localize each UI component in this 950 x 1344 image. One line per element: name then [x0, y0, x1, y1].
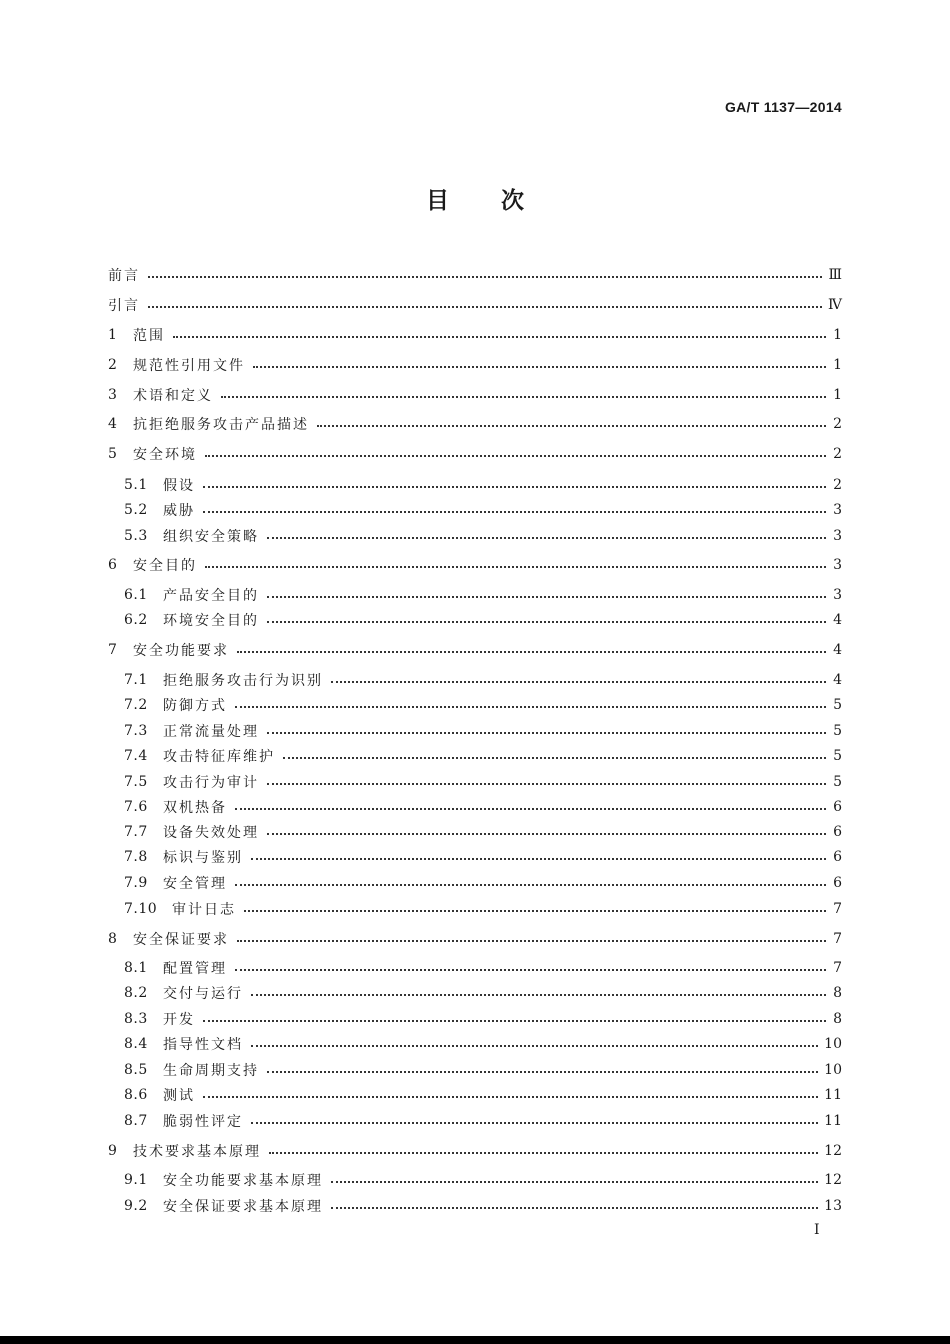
toc-entry-label: 产品安全目的 [163, 588, 259, 604]
toc-entry-page: 5 [833, 748, 842, 764]
toc-entry-page: 4 [833, 612, 842, 628]
toc-entry-page: 12 [824, 1172, 842, 1188]
toc-entry[interactable] [124, 719, 842, 743]
toc-entry[interactable] [124, 583, 842, 607]
toc-dot-leader [205, 566, 826, 568]
toc-entry-page: 7 [833, 960, 842, 976]
toc-entry-page: 4 [833, 642, 842, 658]
toc-dot-leader [251, 994, 826, 996]
toc-entry-number: 7.2 [124, 697, 148, 713]
toc-entry-number: 8.7 [124, 1113, 148, 1129]
toc-dot-leader [331, 1207, 818, 1209]
toc-dot-leader [235, 706, 826, 708]
toc-entry-label: 安全目的 [133, 558, 197, 574]
toc-entry-page: Ⅳ [828, 297, 842, 313]
toc-entry[interactable] [124, 1058, 842, 1082]
toc-entry-page: 12 [824, 1143, 842, 1159]
toc-entry[interactable] [124, 1194, 842, 1218]
toc-entry-label: 抗拒绝服务攻击产品描述 [133, 417, 309, 433]
toc-entry-number: 5.2 [124, 502, 148, 518]
toc-entry-page: 6 [833, 824, 842, 840]
toc-entry-label: 正常流量处理 [163, 724, 259, 740]
toc-entry[interactable] [124, 795, 842, 819]
toc-entry-page: 2 [833, 416, 842, 432]
toc-entry-page: 6 [833, 799, 842, 815]
toc-entry-page: 7 [833, 901, 842, 917]
toc-entry-number: 8 [108, 931, 118, 947]
toc-entry-page: 1 [833, 327, 842, 343]
toc-entry-page: 2 [833, 446, 842, 462]
toc-dot-leader [251, 1045, 818, 1047]
toc-entry-page: 10 [824, 1036, 842, 1052]
toc-entry-page: 13 [824, 1198, 842, 1214]
toc-entry-label: 术语和定义 [133, 388, 213, 404]
toc-dot-leader [235, 969, 826, 971]
toc-entry-label: 安全保证要求 [133, 932, 229, 948]
toc-entry[interactable] [124, 1083, 842, 1107]
toc-entry-page: 5 [833, 723, 842, 739]
toc-entry-label: 设备失效处理 [163, 825, 259, 841]
toc-entry[interactable] [108, 1139, 842, 1163]
standard-code: GA/T 1137—2014 [724, 99, 842, 115]
toc-entry-number: 5.3 [124, 528, 148, 544]
toc-entry-number: 6.1 [124, 587, 148, 603]
toc-entry[interactable] [124, 1032, 842, 1056]
toc-entry-label: 威胁 [163, 503, 195, 519]
toc-entry-number: 8.5 [124, 1062, 148, 1078]
toc-entry-number: 7.1 [124, 672, 148, 688]
toc-entry-number: 2 [108, 357, 118, 373]
toc-entry-page: 1 [833, 387, 842, 403]
toc-entry[interactable] [124, 524, 842, 548]
toc-entry[interactable] [124, 744, 842, 768]
toc-entry[interactable] [124, 820, 842, 844]
toc-dot-leader [148, 306, 822, 308]
toc-entry-number: 1 [108, 327, 118, 343]
toc-dot-leader [237, 940, 826, 942]
toc-entry-number: 8.4 [124, 1036, 148, 1052]
toc-entry-number: 6 [108, 557, 118, 573]
toc-dot-leader [244, 910, 826, 912]
toc-entry-page: 1 [833, 357, 842, 373]
toc-entry-page: 4 [833, 672, 842, 688]
toc-entry-number: 7.3 [124, 723, 148, 739]
toc-dot-leader [235, 808, 826, 810]
toc-entry-number: 8.3 [124, 1011, 148, 1027]
toc-entry-page: 6 [833, 875, 842, 891]
toc-entry[interactable] [108, 353, 842, 377]
toc-entry-number: 8.1 [124, 960, 148, 976]
toc-entry-page: 5 [833, 697, 842, 713]
toc-entry[interactable] [124, 1007, 842, 1031]
toc-entry[interactable] [124, 1168, 842, 1192]
toc-entry-label: 配置管理 [163, 961, 227, 977]
toc-entry-page: 3 [833, 528, 842, 544]
toc-entry-label: 防御方式 [163, 698, 227, 714]
toc-entry-number: 8.6 [124, 1087, 148, 1103]
toc-entry-page: 11 [824, 1087, 842, 1103]
toc-entry[interactable] [124, 897, 842, 921]
toc-entry-label: 生命周期支持 [163, 1063, 259, 1079]
toc-entry-label: 攻击特征库维护 [163, 749, 275, 765]
toc-entry-page: 3 [833, 502, 842, 518]
toc-entry-number: 9.1 [124, 1172, 148, 1188]
toc-entry-label: 交付与运行 [163, 986, 243, 1002]
toc-entry-page: 5 [833, 774, 842, 790]
toc-entry-number: 7.10 [124, 901, 158, 917]
toc-dot-leader [331, 1181, 818, 1183]
toc-entry-page: 3 [833, 557, 842, 573]
toc-dot-leader [267, 833, 826, 835]
toc-entry-label: 技术要求基本原理 [133, 1144, 261, 1160]
toc-dot-leader [148, 276, 822, 278]
toc-entry[interactable] [108, 263, 842, 287]
toc-entry[interactable] [124, 845, 842, 869]
toc-dot-leader [203, 1096, 818, 1098]
toc-dot-leader [267, 732, 826, 734]
toc-entry-label: 安全管理 [163, 876, 227, 892]
toc-dot-leader [331, 681, 826, 683]
toc-dot-leader [317, 425, 826, 427]
toc-entry-page: 3 [833, 587, 842, 603]
toc-entry-page: 2 [833, 477, 842, 493]
toc-dot-leader [221, 396, 826, 398]
toc-entry-label: 引言 [108, 298, 140, 314]
toc-entry-number: 6.2 [124, 612, 148, 628]
toc-entry[interactable] [124, 608, 842, 632]
toc-dot-leader [267, 1071, 818, 1073]
toc-entry-number: 7.5 [124, 774, 148, 790]
toc-entry-number: 5.1 [124, 477, 148, 493]
toc-entry-label: 环境安全目的 [163, 613, 259, 629]
page-folio: I [814, 1222, 820, 1238]
toc-entry-number: 9 [108, 1143, 118, 1159]
toc-entry-label: 假设 [163, 478, 195, 494]
toc-entry[interactable] [108, 323, 842, 347]
toc-dot-leader [267, 537, 826, 539]
toc-dot-leader [237, 651, 826, 653]
toc-entry-label: 测试 [163, 1088, 195, 1104]
toc-dot-leader [269, 1152, 818, 1154]
toc-entry-number: 5 [108, 446, 118, 462]
toc-entry[interactable] [108, 412, 842, 436]
toc-dot-leader [203, 511, 826, 513]
toc-entry-label: 安全功能要求 [133, 643, 229, 659]
toc-dot-leader [173, 336, 826, 338]
toc-entry-label: 安全环境 [133, 447, 197, 463]
toc-title-part2: 次 [501, 188, 524, 214]
toc-entry[interactable] [124, 770, 842, 794]
toc-entry-label: 标识与鉴别 [163, 850, 243, 866]
toc-entry[interactable] [124, 871, 842, 895]
toc-entry-number: 7.7 [124, 824, 148, 840]
toc-entry-page: 10 [824, 1062, 842, 1078]
toc-entry-page: 8 [833, 985, 842, 1001]
toc-entry-label: 指导性文档 [163, 1037, 243, 1053]
toc-dot-leader [203, 1020, 826, 1022]
toc-entry-number: 4 [108, 416, 118, 432]
toc-entry-number: 7.6 [124, 799, 148, 815]
toc-entry[interactable] [124, 981, 842, 1005]
toc-entry-number: 7.9 [124, 875, 148, 891]
toc-entry-label: 审计日志 [172, 902, 236, 918]
toc-entry[interactable] [124, 693, 842, 717]
toc-entry-number: 8.2 [124, 985, 148, 1001]
toc-dot-leader [253, 366, 826, 368]
toc-entry-label: 开发 [163, 1012, 195, 1028]
toc-entry[interactable] [124, 668, 842, 692]
toc-entry[interactable] [108, 638, 842, 662]
toc-entry-label: 双机热备 [163, 800, 227, 816]
toc-entry-page: 11 [824, 1113, 842, 1129]
toc-entry-label: 安全功能要求基本原理 [163, 1173, 323, 1189]
toc-entry[interactable] [124, 1109, 842, 1133]
toc-dot-leader [235, 884, 826, 886]
toc-entry[interactable] [108, 293, 842, 317]
toc-entry-number: 7 [108, 642, 118, 658]
bottom-border [0, 1336, 950, 1344]
toc-entry-label: 拒绝服务攻击行为识别 [163, 673, 323, 689]
toc-entry-page: 8 [833, 1011, 842, 1027]
toc-dot-leader [205, 455, 826, 457]
toc-entry-page: 7 [833, 931, 842, 947]
toc-entry-page: 6 [833, 849, 842, 865]
toc-entry-label: 组织安全策略 [163, 529, 259, 545]
toc-entry-number: 3 [108, 387, 118, 403]
toc-dot-leader [251, 1122, 818, 1124]
toc-entry-label: 前言 [108, 268, 140, 284]
toc-entry[interactable] [108, 383, 842, 407]
toc-entry[interactable] [124, 498, 842, 522]
toc-entry-label: 范围 [133, 328, 165, 344]
toc-dot-leader [267, 621, 826, 623]
toc-entry[interactable] [108, 927, 842, 951]
toc-dot-leader [267, 783, 826, 785]
toc-title [0, 182, 950, 215]
toc-entry-number: 9.2 [124, 1198, 148, 1214]
toc-dot-leader [251, 858, 826, 860]
toc-dot-leader [203, 486, 826, 488]
toc-dot-leader [267, 596, 826, 598]
toc-entry-label: 脆弱性评定 [163, 1114, 243, 1130]
toc-dot-leader [283, 757, 826, 759]
toc-entry[interactable] [124, 956, 842, 980]
toc-entry-page: Ⅲ [828, 267, 842, 283]
toc-title-part1: 目 [426, 188, 449, 214]
toc-entry[interactable] [108, 553, 842, 577]
toc-entry-label: 安全保证要求基本原理 [163, 1199, 323, 1215]
toc-entry-number: 7.4 [124, 748, 148, 764]
toc-entry[interactable] [124, 473, 842, 497]
toc-entry[interactable] [108, 442, 842, 466]
toc-entry-number: 7.8 [124, 849, 148, 865]
toc-entry-label: 规范性引用文件 [133, 358, 245, 374]
toc-entry-label: 攻击行为审计 [163, 775, 259, 791]
